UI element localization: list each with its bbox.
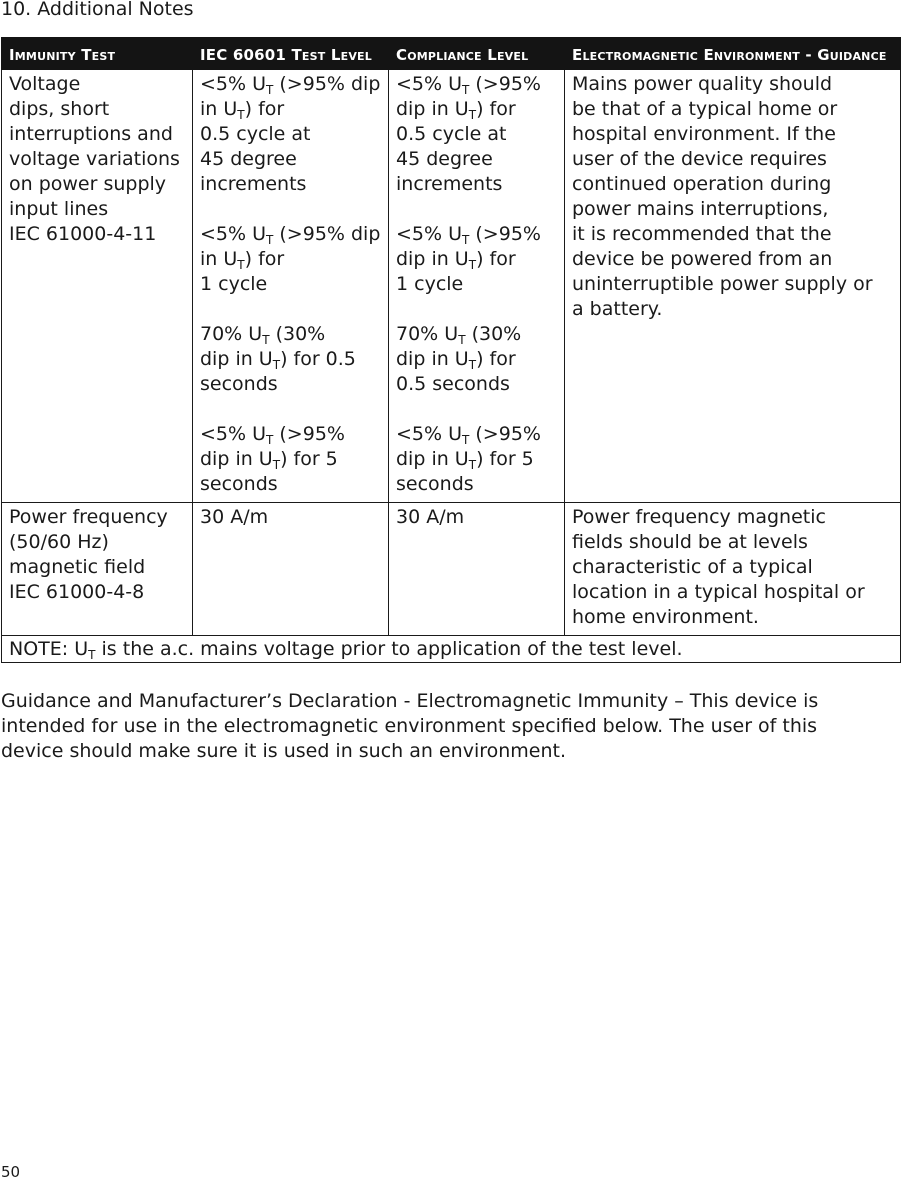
table-note-row [2,636,901,663]
text-line: uninterruptible power supply or [572,273,873,295]
text-line: 45 degree [200,148,297,170]
text-line: 70% $U_T$ (30% [396,323,522,347]
text-line: 45 degree [396,148,493,170]
text-line: interruptions and [9,123,173,145]
text-line: user of the device requires [572,148,827,170]
text-line: IEC 61000-4-11 [9,223,157,245]
text-line: Voltage [9,73,81,95]
cell-immunity-test [2,70,193,503]
cell-iec-test-level: 30 A/m [193,503,389,636]
header-iec-test-level: IEC 60601 Test Level [193,38,389,70]
text-line: dips, short [9,98,110,120]
cell-compliance-level: 30 A/m [389,503,565,636]
text-line: seconds [200,373,278,395]
text-line: seconds [200,473,278,495]
text-line: characteristic of a typical [572,556,813,578]
text-line: dip in $U_T$) for [396,348,516,372]
cell-iec-test-level [193,70,389,503]
page-number: 50 [1,1163,21,1181]
header-environment-guidance: Electromagnetic Environment - Guidance [565,38,901,70]
text-line: in $U_T$) for [200,248,285,272]
text-line: increments [200,173,307,195]
text-line: Mains power quality should [572,73,833,95]
text-line: continued operation during [572,173,832,195]
text-line: <5% $U_T$ (>95% [396,223,541,247]
header-immunity-test: Immunity Test [2,38,193,70]
text-line: <5% $U_T$ (>95% [396,73,541,97]
text-line: location in a typical hospital or [572,581,865,603]
text-line: device be powered from an [572,248,833,270]
text-line: IEC 61000-4-8 [9,581,145,603]
text-line: power mains interruptions, [572,198,829,220]
text-line: <5% $U_T$ (>95% [396,423,541,447]
text-line: in $U_T$) for [200,98,285,122]
text-line: (50/60 Hz) [9,531,109,553]
text-line: a battery. [572,298,663,320]
emc-immunity-table [1,37,901,663]
table-row [2,70,901,503]
cell-environment-guidance [565,70,901,503]
guidance-paragraph [1,689,896,764]
text-line: magnetic field [9,556,146,578]
text-line: dip in $U_T$) for 0.5 [200,348,356,372]
cell-compliance-level [389,70,565,503]
text-line: Power frequency magnetic [572,506,826,528]
text-line: 1 cycle [200,273,268,295]
text-line: hospital environment. If the [572,123,836,145]
text-line: dip in $U_T$) for [396,98,516,122]
cell-environment-guidance [565,503,901,636]
text-line: home environment. [572,606,759,628]
text-line: 70% $U_T$ (30% [200,323,326,347]
section-title: 10. Additional Notes [1,0,194,20]
text-line: dip in $U_T$) for 5 [396,448,534,472]
table-note: NOTE: $U_T$ is the a.c. mains voltage prior to application of the test level. [2,636,901,663]
text-line: dip in $U_T$) for 5 [200,448,338,472]
text-line: Power frequency [9,506,168,528]
cell-immunity-test [2,503,193,636]
text-line: 1 cycle [396,273,464,295]
text-line: it is recommended that the [572,223,832,245]
text-line: device should make sure it is used in such an environment. [1,740,567,762]
text-line: voltage variations [9,148,180,170]
text-line: increments [396,173,503,195]
text-line: seconds [396,473,474,495]
table-header-row [2,38,901,70]
text-line: dip in $U_T$) for [396,248,516,272]
text-line: <5% $U_T$ (>95% [200,423,345,447]
text-line: on power supply [9,173,167,195]
table-row [2,503,901,636]
text-line: intended for use in the electromagnetic environment specified below. The user of this [1,715,818,737]
header-compliance-level: Compliance Level [389,38,565,70]
text-line: fields should be at levels [572,531,808,553]
text-line: 0.5 seconds [396,373,510,395]
text-line: Guidance and Manufacturer’s Declaration - Electromagnetic Immunity – This device is [1,690,819,712]
text-line: 0.5 cycle at [396,123,507,145]
text-line: 0.5 cycle at [200,123,311,145]
text-line: <5% $U_T$ (>95% dip [200,223,381,247]
text-line: input lines [9,198,109,220]
text-line: be that of a typical home or [572,98,838,120]
text-line: <5% $U_T$ (>95% dip [200,73,381,97]
